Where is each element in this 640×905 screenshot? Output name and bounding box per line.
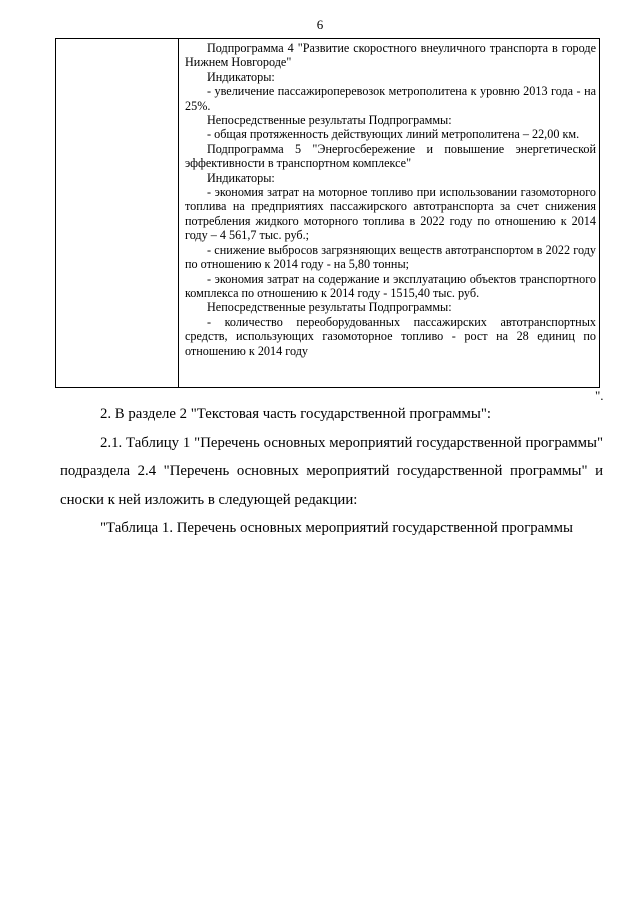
page-number: 6 [316, 17, 324, 32]
table-cell-line: Непосредственные результаты Подпрограммы: [207, 300, 452, 315]
table-cell-line: - общая протяженность действующих линий метрополитена – 22,00 км. [207, 127, 580, 142]
table-cell-content [185, 41, 596, 358]
table-cell-line: Подпрограмма 5 "Энергосбережение и повышение энергетической эффективности в транспортном комплексе" [185, 141, 596, 171]
closing-quote-mark: ". [595, 388, 604, 403]
indicators-table [55, 38, 600, 388]
table-column-divider [178, 39, 179, 387]
body-paragraph: 2.1. Таблицу 1 "Перечень основных мероприятий государственной программы" подраздела 2.4 "Перечень основных мероприятий государственной программы" и сноски к ней изложить в следующей редакции: [60, 434, 603, 508]
body-paragraph: "Таблица 1. Перечень основных мероприятий государственной программы [100, 520, 573, 536]
table-cell-line: Подпрограмма 4 "Развитие скоростного внеуличного транспорта в городе Нижнем Новгороде" [185, 41, 596, 70]
table-cell-line: Непосредственные результаты Подпрограммы: [207, 113, 452, 128]
table-cell-line: - увеличение пассажироперевозок метрополитена к уровню 2013 года - на 25%. [185, 84, 596, 113]
table-cell-line: Индикаторы: [207, 170, 275, 185]
table-cell-line: Индикаторы: [207, 69, 275, 84]
table-cell-line: - экономия затрат на моторное топливо при использовании газомоторного топлива на предприятиях пассажирского автотранспорта за счет снижения потребления жидкого моторного топлива в 2022 году по отношению к 2014 году – 4 561,7 тыс. руб.; [185, 185, 596, 243]
table-cell-line: - количество переоборудованных пассажирских автотранспортных средств, использующих газомоторное топливо - рост на 28 единиц по отношению к 2014 году [185, 314, 596, 358]
table-cell-line: - снижение выбросов загрязняющих веществ автотранспортом в 2022 году по отношению к 2014 году - на 5,80 тонны; [185, 242, 596, 272]
body-paragraphs [60, 400, 603, 543]
body-paragraph: 2. В разделе 2 "Текстовая часть государственной программы": [100, 406, 491, 422]
table-cell-line: - экономия затрат на содержание и эксплуатацию объектов транспортного комплекса по отношению к 2014 году - 1515,40 тыс. руб. [185, 271, 596, 300]
